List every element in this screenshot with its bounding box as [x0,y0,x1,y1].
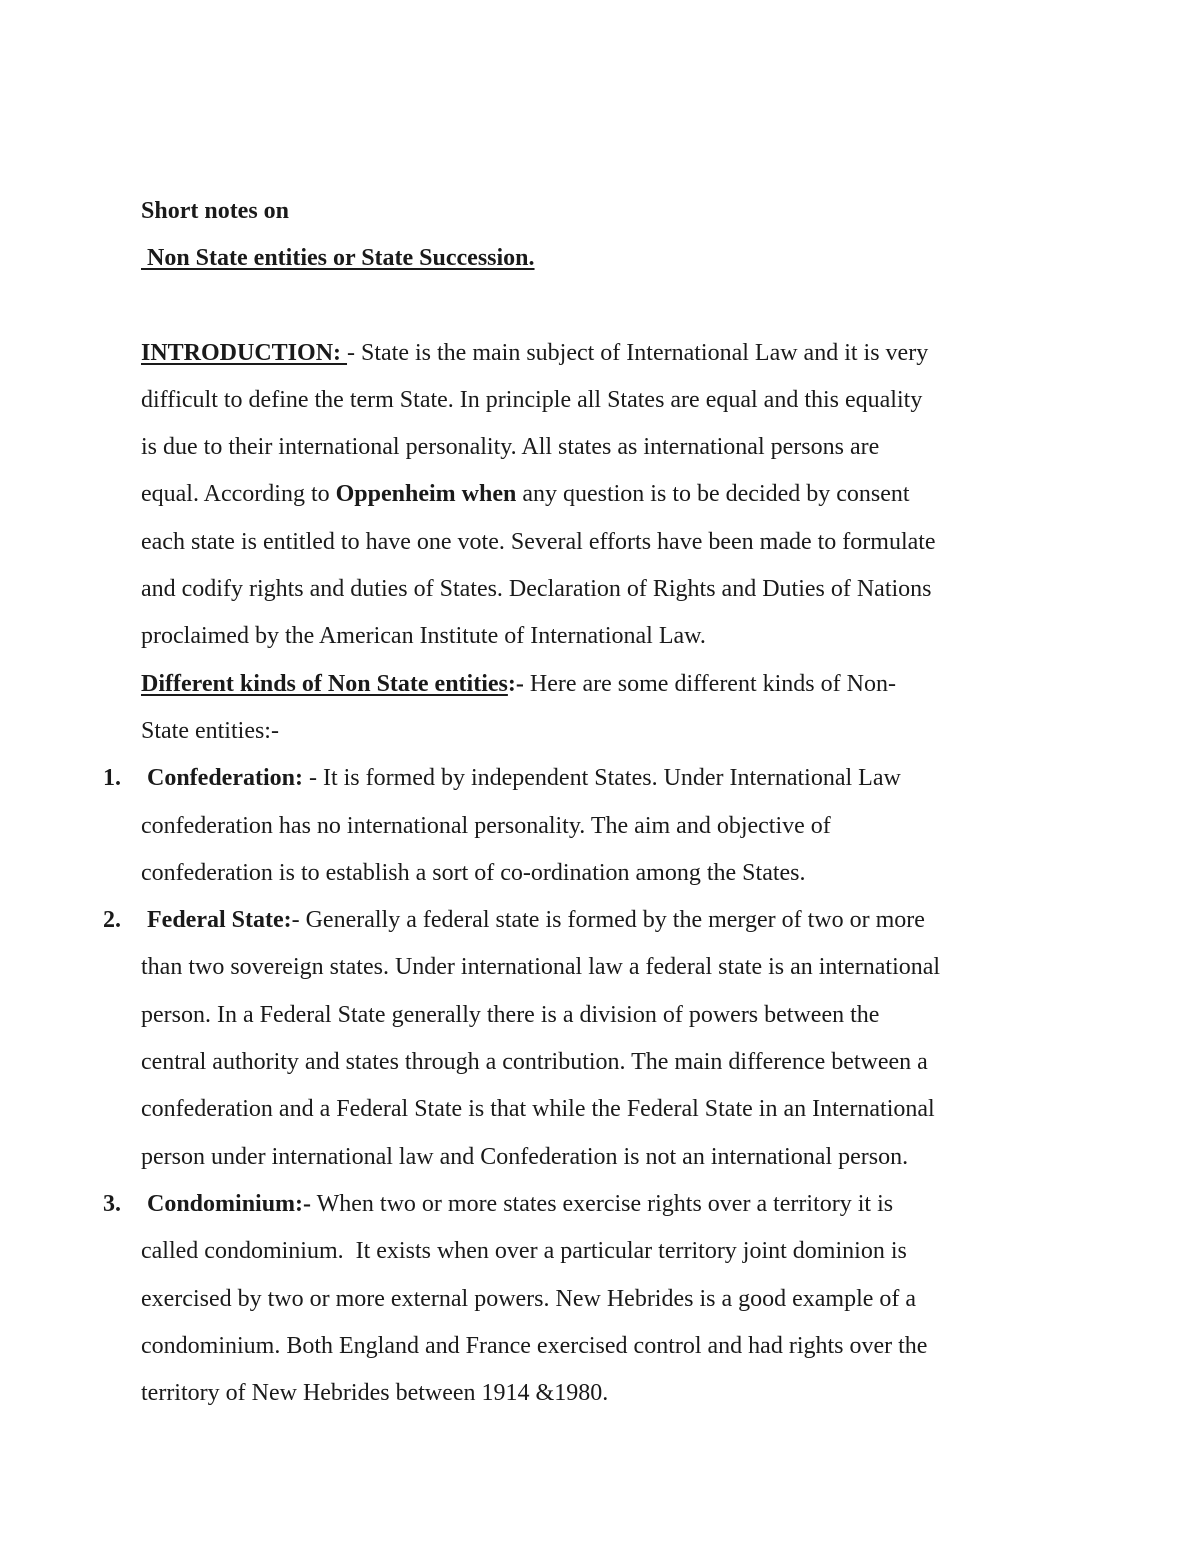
intro-line-4-pre: equal. According to [141,481,336,508]
item-2-line-6: person under international law and Confederation is not an international person. [141,1143,909,1170]
item-2-line-2: than two sovereign states. Under international law a federal state is an international [141,954,941,981]
item-3-title: Condominium:- [147,1190,312,1217]
item-1-line-1 [103,755,1061,802]
item-2-line-4: central authority and states through a contribution. The main difference between a [141,1049,928,1076]
item-3-number: 3. [103,1190,121,1217]
heading-line-2 [141,235,1061,282]
item-2-first: - Generally a federal state is formed by the merger of two or more [291,907,925,934]
item-3-line-4: condominium. Both England and France exercised control and had rights over the [141,1332,928,1359]
intro-label: INTRODUCTION: [141,339,348,366]
item-3-line-3: exercised by two or more external powers. New Hebrides is a good example of a [141,1285,917,1312]
intro-line-5: each state is entitled to have one vote. Several efforts have been made to formulate [141,528,936,555]
item-1-number: 1. [103,765,121,792]
document-body [103,188,1061,1417]
intro-line-4-post: any question is to be decided by consent [516,481,910,508]
intro-line-1 [141,330,1061,377]
intro-dash: - [347,339,362,366]
item-2-line-5: confederation and a Federal State is that while the Federal State in an International [141,1096,935,1123]
kinds-colon: :- [507,670,524,697]
intro-line-3: is due to their international personality. All states as international persons are [141,434,880,461]
item-2-line-3: person. In a Federal State generally there is a division of powers between the [141,1001,880,1028]
intro-line-2: difficult to define the term State. In principle all States are equal and this equality [141,386,923,413]
list-item-condominium [103,1181,1061,1417]
item-2-line-1 [103,897,1061,944]
item-2-title: Federal State: [147,907,292,934]
item-1-title: Confederation: [147,765,303,792]
list-item-federal-state [103,897,1061,1181]
item-3-line-5: territory of New Hebrides between 1914 &1980. [141,1380,609,1407]
item-1-line-2: confederation has no international personality. The aim and objective of [141,812,831,839]
kinds-label: Different kinds of Non State entities [141,670,508,697]
blank-line [141,283,1061,330]
item-2-number: 2. [103,907,121,934]
item-1-line-3: confederation is to establish a sort of co-ordination among the States. [141,859,806,886]
kinds-text-1: Here are some different kinds of Non- [523,670,896,697]
list-item-confederation [103,755,1061,897]
item-3-line-2: called condominium. It exists when over a particular territory joint dominion is [141,1238,907,1265]
kinds-line-2: State entities:- [141,717,279,744]
heading-title: Non State entities or State Succession. [141,245,535,272]
intro-line-6: and codify rights and duties of States. Declaration of Rights and Duties of Nations [141,576,932,603]
oppenheim-bold: Oppenheim when [335,481,517,508]
item-1-first: - It is formed by independent States. Under International Law [302,765,901,792]
intro-line-7: proclaimed by the American Institute of International Law. [141,623,706,650]
heading-line-1: Short notes on [141,198,290,224]
item-3-first: When two or more states exercise rights over a territory it is [311,1190,894,1217]
intro-line-4 [141,471,1061,518]
item-3-line-1 [103,1181,1061,1228]
kinds-line-1 [141,661,1061,708]
intro-text-1: State is the main subject of International Law and it is very [361,339,929,366]
